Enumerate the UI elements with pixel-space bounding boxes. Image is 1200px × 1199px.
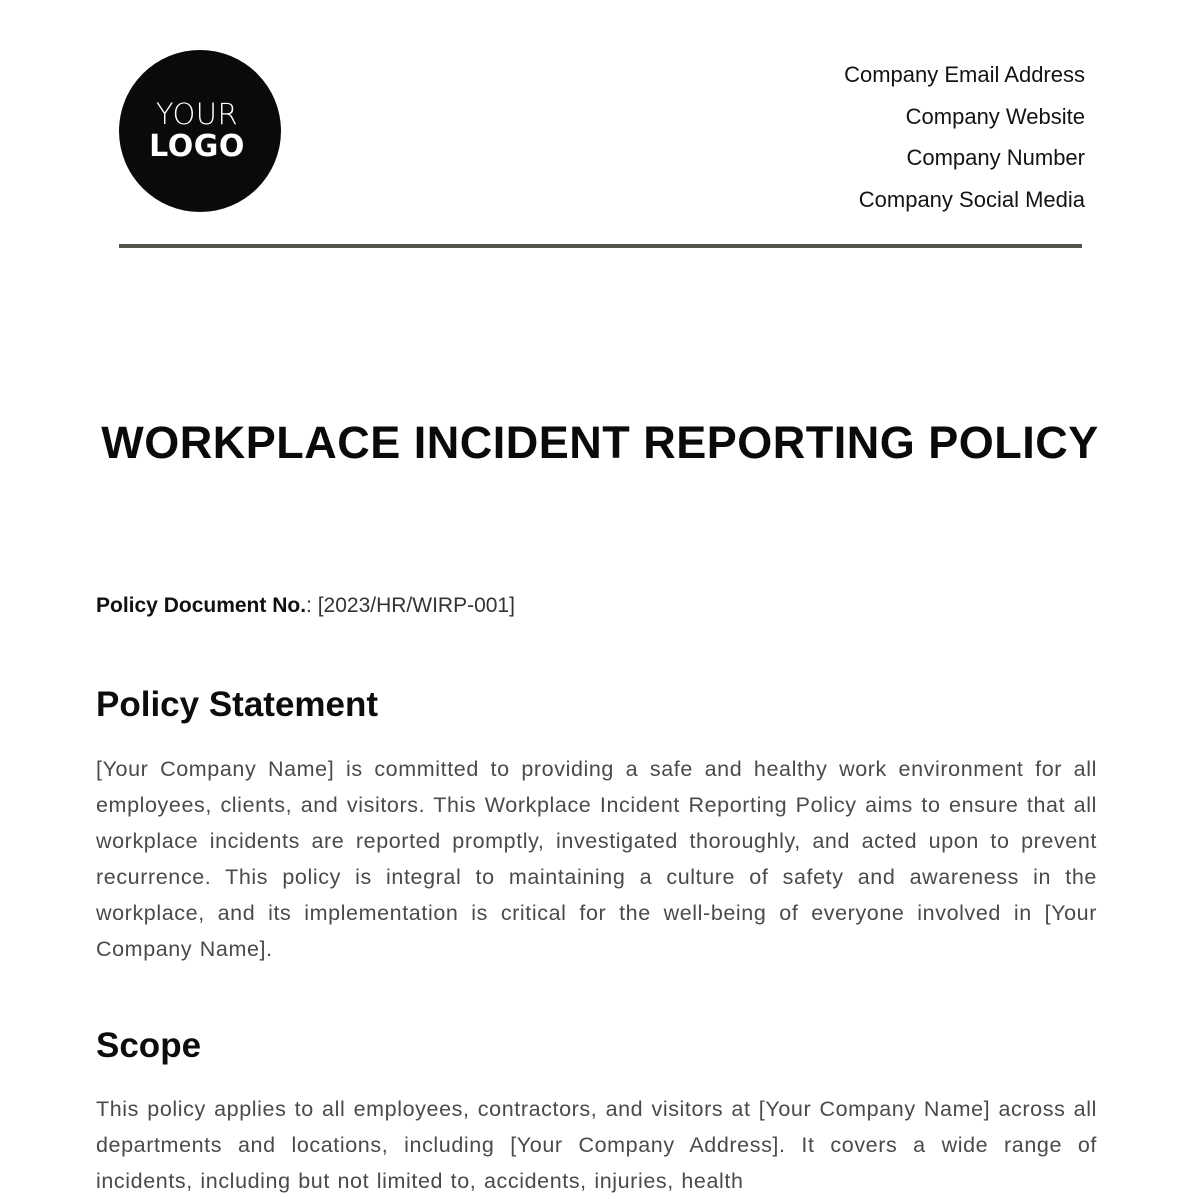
section-body-scope: This policy applies to all employees, contractors, and visitors at [Your Company Name] across all departments and locations, including [Your Company Address]. It covers a wide range of incidents, including but not limited to, accidents, injuries, health bbox=[96, 1097, 1097, 1193]
company-number: Company Number bbox=[906, 145, 1085, 170]
company-logo bbox=[119, 50, 281, 212]
company-website: Company Website bbox=[905, 103, 1085, 129]
logo-text-top: YOUR bbox=[155, 97, 239, 131]
company-contact-block bbox=[844, 54, 1085, 220]
header-divider bbox=[119, 244, 1082, 248]
section-heading-scope: Scope bbox=[96, 1026, 202, 1065]
section-heading-policy-statement: Policy Statement bbox=[96, 685, 379, 724]
company-social-media: Company Social Media bbox=[858, 186, 1085, 212]
logo-text-bottom: LOGO bbox=[149, 129, 245, 164]
company-email: Company Email Address bbox=[844, 62, 1085, 87]
policy-document-number bbox=[96, 592, 515, 620]
doc-number-label: Policy Document No. bbox=[96, 594, 307, 617]
section-body-policy-statement: [Your Company Name] is committed to providing a safe and healthy work environment for all employees, clients, and visitors. This Workplace Incident Reporting Policy aims to ensure that all workplace incidents are reported promptly, investigated thoroughly, and acted upon to prevent recurrence. This policy is integral to maintaining a culture of safety and awareness in the workplace, and its implementation is critical for the well-being of everyone involved in [Your Company Name]. bbox=[96, 757, 1097, 961]
doc-number-value: : [2023/HR/WIRP-001] bbox=[306, 594, 515, 617]
document-title: WORKPLACE INCIDENT REPORTING POLICY bbox=[101, 417, 1099, 468]
